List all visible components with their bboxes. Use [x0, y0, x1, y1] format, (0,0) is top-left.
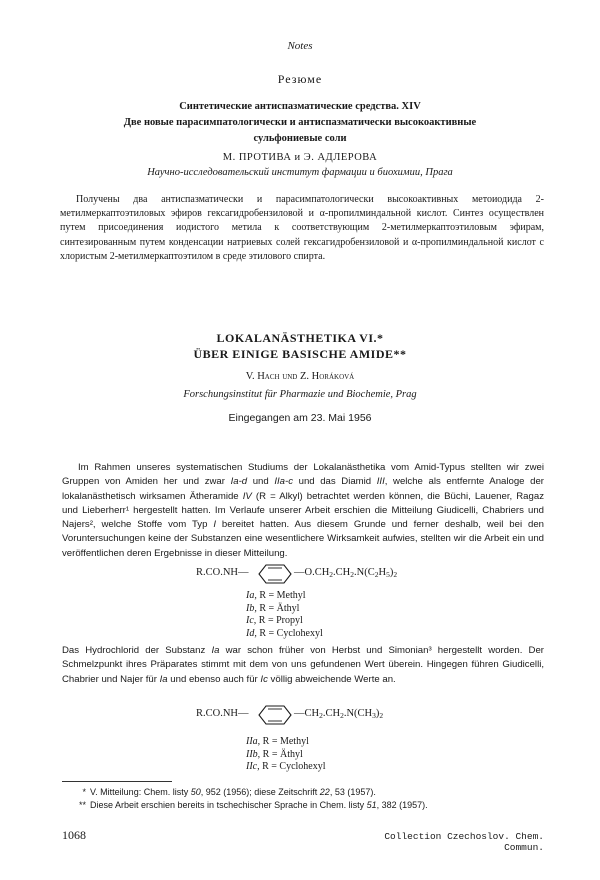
- formula-2-right-group: $—CH_2.CH_2.N(CH_3)_2$: [294, 708, 384, 720]
- formula-2-left-group: R.CO.NH—: [196, 708, 249, 719]
- article-paragraph-2: Das Hydrochlorid der Substanz Ia war schon früher von Herbst und Simonian³ hergestellt worden. Der Schmelzpunkt ihres Präparates stimmt mit dem von uns gefundenen Wert überein. Hingegen führen Giudicelli, Chabrier und Najer für Ia und ebenso auch für Ic völlig abweichende Werte an.: [62, 645, 544, 685]
- resume-title-line-1: Синтетические антиспазматические средства. XIV: [179, 101, 421, 112]
- footnote-rule: [62, 781, 172, 782]
- structural-formula-2: [196, 704, 496, 726]
- resume-title-line-3: сульфониевые соли: [253, 133, 347, 144]
- list-item: Id, R = Cyclohexyl: [246, 627, 323, 639]
- list-item: IIc, R = Cyclohexyl: [246, 761, 326, 773]
- formula-1-right-group: $—O.CH_2.CH_2.N(C_2H_5)_2$: [294, 567, 398, 579]
- formula-1-left-group: R.CO.NH—: [196, 567, 249, 578]
- resume-heading: Резюме: [277, 72, 323, 86]
- benzene-ring-icon: [257, 563, 293, 585]
- list-item: Ic, R = Propyl: [246, 615, 303, 627]
- article-authors: V. Hach und Z. Horáková: [245, 371, 355, 382]
- article-title: [0, 330, 600, 362]
- resume-article-title: [70, 99, 530, 147]
- footnote-item: ** Diese Arbeit erschien bereits in tschechischer Sprache in Chem. listy 51, 382 (1957).: [78, 799, 428, 810]
- formula-1-substituent-list: [246, 590, 396, 640]
- list-item: Ia, R = Methyl: [246, 590, 306, 601]
- article-institute: Forschungsinstitut für Pharmazie und Biochemie, Prag: [183, 389, 417, 400]
- structural-formula-1: [196, 563, 496, 585]
- footnote-item: * V. Mitteilung: Chem. listy 50, 952 (1956); diese Zeitschrift 22, 53 (1957).: [82, 787, 376, 797]
- list-item: IIa, R = Methyl: [246, 736, 309, 747]
- benzene-ring-icon: [257, 704, 293, 726]
- article-title-line-1: LOKALANÄSTHETIKA VI.*: [216, 331, 384, 345]
- article-received-date: Eingegangen am 23. Mai 1956: [228, 412, 372, 424]
- resume-institute: Научно-исследовательский институт фармации и биохимии, Прага: [147, 167, 453, 178]
- journal-name: Collection Czechoslov. Chem. Commun.: [384, 831, 544, 853]
- resume-authors: М. ПРОТИВА и Э. АДЛЕРОВА: [222, 152, 378, 163]
- page-number: 1068: [62, 828, 86, 842]
- formula-2-substituent-list: [246, 736, 396, 774]
- article-paragraph-1: Im Rahmen unseres systematischen Studiums der Lokalanästhetika vom Amid-Typus stellten wir zwei Gruppen von Amiden her und zwar Ia-d und IIa-c und das Diamid III, welche als entfernte Analoge der lokalanästhetisch wirksamen Ätheramide IV (R = Alkyl) betrachtet werden können, die Büchi, Lauener, Ragaz und Lieberherr¹ hergestellt hatten. Im Verlaufe unserer Arbeit erschien die Mitteilung Giudicelli, Chabriers und Najers², welche Stoffe vom Typ I bereitet hatten. Aus diesem Grunde und ferner deshalb, weil bei den Voruntersuchungen keine der Substanzen eine wesentlichere Wirksamkeit aufwies, stellten wir die Arbeit ein und veröffentlichen deren Ergebnisse in dieser Mitteilung.: [62, 462, 544, 559]
- resume-title-line-2: Две новые парасимпатологически и антиспазматически высокоактивные: [123, 117, 477, 128]
- list-item: IIb, R = Äthyl: [246, 748, 303, 760]
- footnotes: [66, 786, 546, 811]
- list-item: Ib, R = Äthyl: [246, 602, 300, 614]
- resume-paragraph: Получены два антиспазматически и парасимпатологически высокоактивных метоиодида 2-метилмеркаптоэтиловых эфиров гексагидробензиловой и α-пропилминдальной кислот. Синтез осуществлен путем присоединения иодистого метила к соответствующим 2-метилмеркаптоэтиловым эфирам, синтезированным путем конденсации натриевых солей гексагидробензиловой и α-пропилминдальной кислот с хлористым 2-метилмеркаптоэтилом в среде этилового спирта.: [60, 194, 544, 262]
- running-header: Notes: [287, 40, 313, 52]
- article-title-line-2: ÜBER EINIGE BASISCHE AMIDE**: [193, 347, 407, 361]
